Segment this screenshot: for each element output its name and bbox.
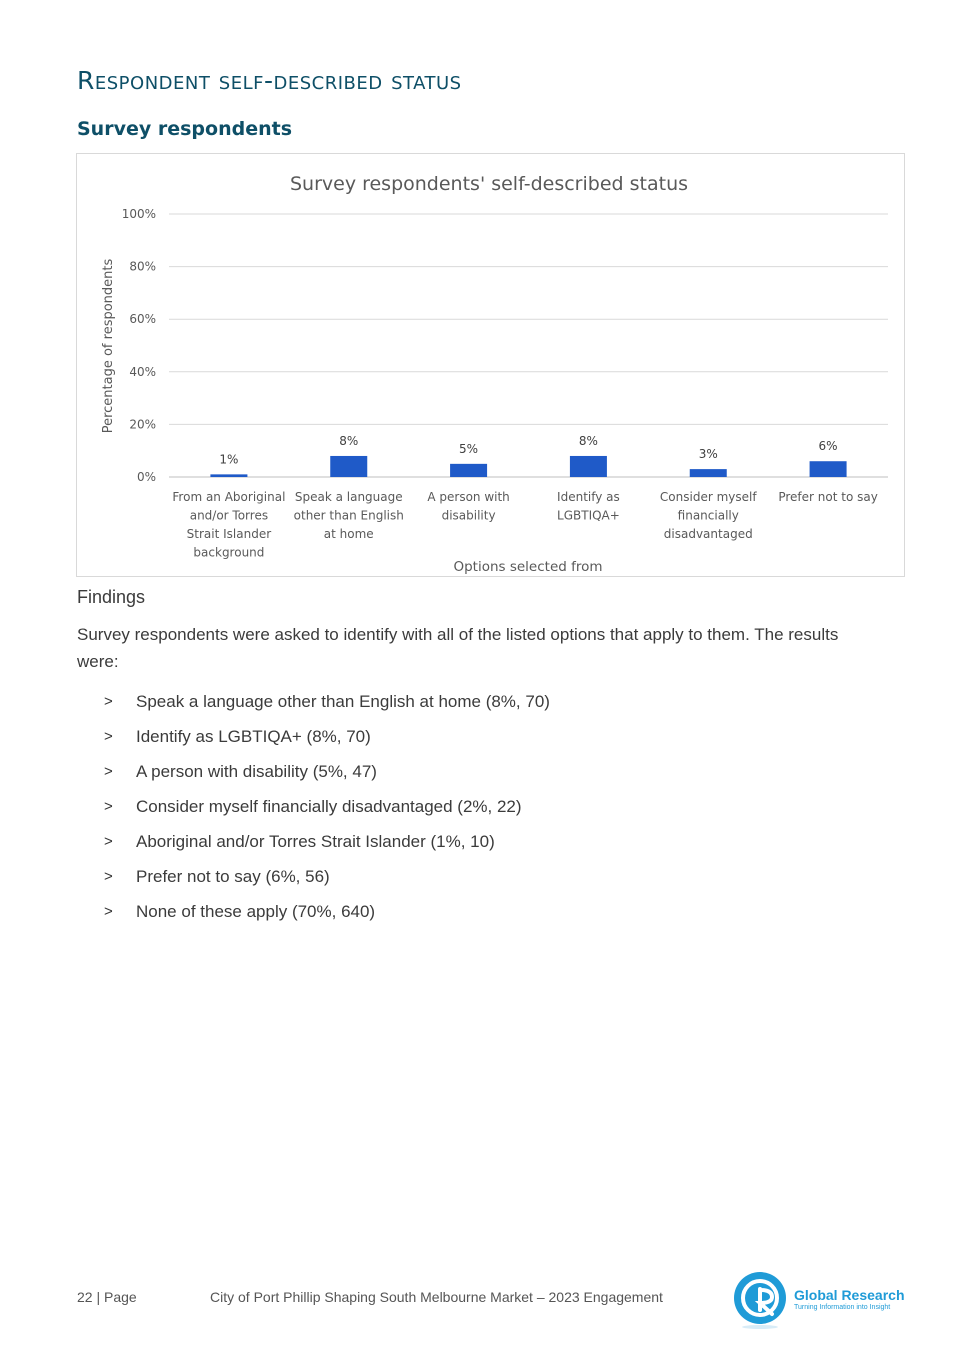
y-tick-label: 40% (129, 364, 156, 379)
data-label: 3% (698, 447, 718, 462)
x-tick-label: Speak a language (294, 490, 403, 504)
list-item-text: None of these apply (70%, 640) (136, 901, 376, 921)
list-item-text: Speak a language other than English at home (8%, 70) (136, 691, 550, 711)
bar-chart (77, 154, 906, 578)
x-tick-label: Strait Islander (186, 527, 272, 541)
y-tick-label: 100% (121, 207, 156, 221)
document-title: City of Port Phillip Shaping South Melbourne Market – 2023 Engagement (210, 1289, 663, 1305)
x-tick-label: A person with (427, 490, 510, 504)
findings-heading: Findings (77, 587, 146, 607)
y-tick-label: 0% (136, 470, 156, 484)
bullet-icon: > (104, 868, 113, 885)
data-label: 6% (818, 439, 838, 454)
bullet-icon: > (104, 693, 113, 710)
x-tick-label: other than English (293, 508, 404, 523)
findings-list (104, 684, 550, 929)
list-item (104, 824, 550, 859)
y-tick-label: 20% (129, 417, 156, 432)
bar (570, 456, 607, 477)
list-item-text: Consider myself financially disadvantaged (2%, 22) (136, 796, 522, 816)
list-item (104, 719, 550, 754)
x-tick-label: From an Aboriginal (172, 490, 286, 504)
bar (690, 469, 727, 477)
x-tick-label: disability (441, 508, 496, 523)
bullet-icon: > (104, 798, 113, 815)
chart-title: Survey respondents' self-described status (289, 173, 689, 195)
logo-mark-icon (732, 1270, 792, 1330)
logo-name: Global Research (794, 1287, 905, 1303)
logo-tagline: Turning Information into Insight (794, 1304, 891, 1311)
bullet-icon: > (104, 728, 113, 745)
bar (450, 464, 487, 477)
list-item-text: A person with disability (5%, 47) (136, 761, 377, 781)
x-tick-label: Prefer not to say (778, 490, 878, 504)
section-title: Survey respondents (77, 118, 293, 140)
x-tick-label: Consider myself (659, 490, 757, 504)
page-title: Respondent self-described status (77, 66, 462, 95)
bullet-icon: > (104, 833, 113, 850)
findings-intro: Survey respondents were asked to identify with all of the listed options that apply to them. The results were: (77, 625, 839, 671)
data-label: 8% (578, 433, 598, 448)
x-tick-label: and/or Torres (189, 508, 269, 523)
list-item (104, 754, 550, 789)
list-item-text: Aboriginal and/or Torres Strait Islander (1%, 10) (136, 831, 495, 851)
bullet-icon: > (104, 903, 113, 920)
chart-container (76, 153, 905, 577)
page-number: 22 | Page (77, 1289, 137, 1305)
list-item (104, 789, 550, 824)
x-tick-label: Identify as (557, 490, 620, 504)
bullet-icon: > (104, 763, 113, 780)
x-tick-label: background (193, 545, 265, 560)
y-tick-label: 80% (129, 259, 156, 274)
x-tick-label: LGBTIQA+ (557, 508, 620, 523)
list-item (104, 859, 550, 894)
x-tick-label: at home (323, 527, 374, 541)
y-tick-label: 60% (129, 312, 156, 327)
list-item-text: Prefer not to say (6%, 56) (136, 866, 330, 886)
x-tick-label: disadvantaged (663, 527, 753, 541)
bar (210, 474, 247, 477)
y-axis-label: Percentage of respondents (101, 258, 116, 434)
data-label: 5% (459, 441, 479, 456)
data-label: 1% (219, 452, 239, 467)
x-tick-label: financially (677, 508, 739, 523)
bar (330, 456, 367, 477)
bar (810, 461, 847, 477)
list-item (104, 684, 550, 719)
x-axis-label: Options selected from (453, 559, 603, 575)
global-research-logo (732, 1270, 912, 1330)
list-item (104, 894, 550, 929)
data-label: 8% (339, 433, 359, 448)
list-item-text: Identify as LGBTIQA+ (8%, 70) (136, 726, 371, 746)
